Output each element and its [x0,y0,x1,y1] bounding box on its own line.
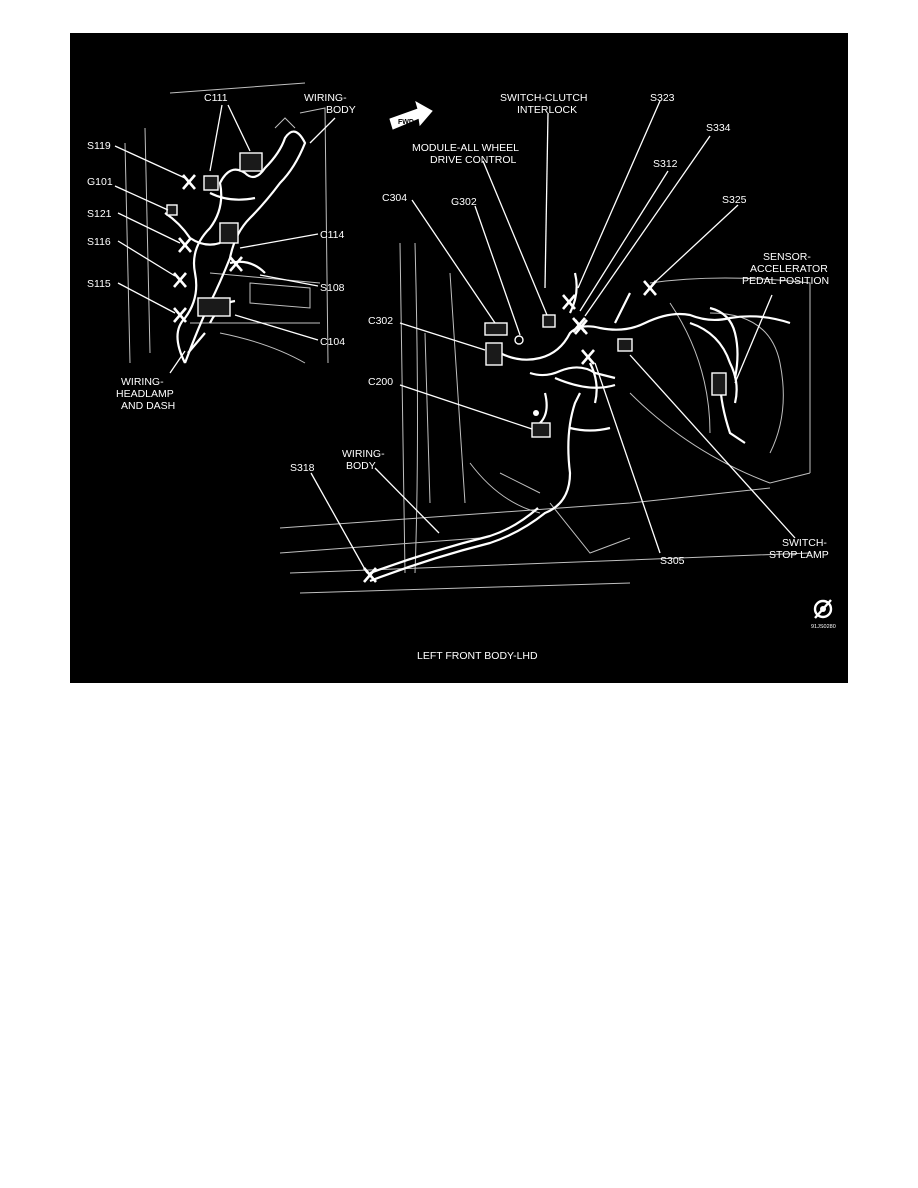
label-c304: C304 [382,192,408,204]
label-s334: S334 [706,122,731,134]
label-clutch-1: SWITCH-CLUTCH [500,92,588,104]
label-module-2: DRIVE CONTROL [430,154,517,166]
label-inset-wiring-body-1: WIRING- [304,92,347,104]
label-module-1: MODULE-ALL WHEEL [412,142,519,154]
label-g302: G302 [451,196,477,208]
label-g101: G101 [87,176,113,188]
label-sensor-3: PEDAL POSITION [742,275,830,287]
label-headlamp-1: WIRING- [121,376,164,388]
label-s116: S116 [87,236,111,248]
label-main-wiring-body-1: WIRING- [342,448,385,460]
figure-caption: LEFT FRONT BODY-LHD [417,650,538,662]
label-s108: S108 [320,282,345,294]
splice-c114-mark [230,257,242,271]
label-headlamp-2: HEADLAMP [116,388,174,400]
label-stop-2: STOP LAMP [769,549,829,561]
splice-s116-mark [174,273,186,287]
label-c302: C302 [368,315,394,327]
inset-illustration [87,83,356,412]
diagram-svg [70,33,848,683]
label-s312: S312 [653,158,678,170]
brand-logo-icon [815,600,831,618]
label-sensor-1: SENSOR- [763,251,811,263]
label-main-wiring-body-2: BODY [346,460,376,472]
label-stop-1: SWITCH- [782,537,827,549]
label-c200: C200 [368,376,394,388]
label-c104: C104 [320,336,346,348]
label-s323: S323 [650,92,675,104]
splice-s305-mark [582,350,594,364]
figure-id: 91JS0280 [811,624,836,630]
label-headlamp-3: AND DASH [121,400,176,412]
label-sensor-2: ACCELERATOR [750,263,828,275]
splice-s323-mark [563,295,575,309]
label-s121: S121 [87,208,112,220]
label-s119: S119 [87,140,111,152]
splice-s121-mark [179,238,191,252]
splice-s115-mark [174,308,186,322]
label-s325: S325 [722,194,747,206]
wiring-diagram [70,33,848,683]
fwd-label: FWD [398,119,414,126]
label-c111: C111 [204,92,228,104]
label-inset-wiring-body-2: BODY [326,104,356,116]
fwd-arrow-icon [390,102,432,129]
label-clutch-2: INTERLOCK [517,104,578,116]
label-s115: S115 [87,278,111,290]
main-illustration [280,92,829,593]
label-s305: S305 [660,555,685,567]
splice-s119-mark [183,175,195,189]
label-c114: C114 [320,229,345,241]
label-s318: S318 [290,462,315,474]
